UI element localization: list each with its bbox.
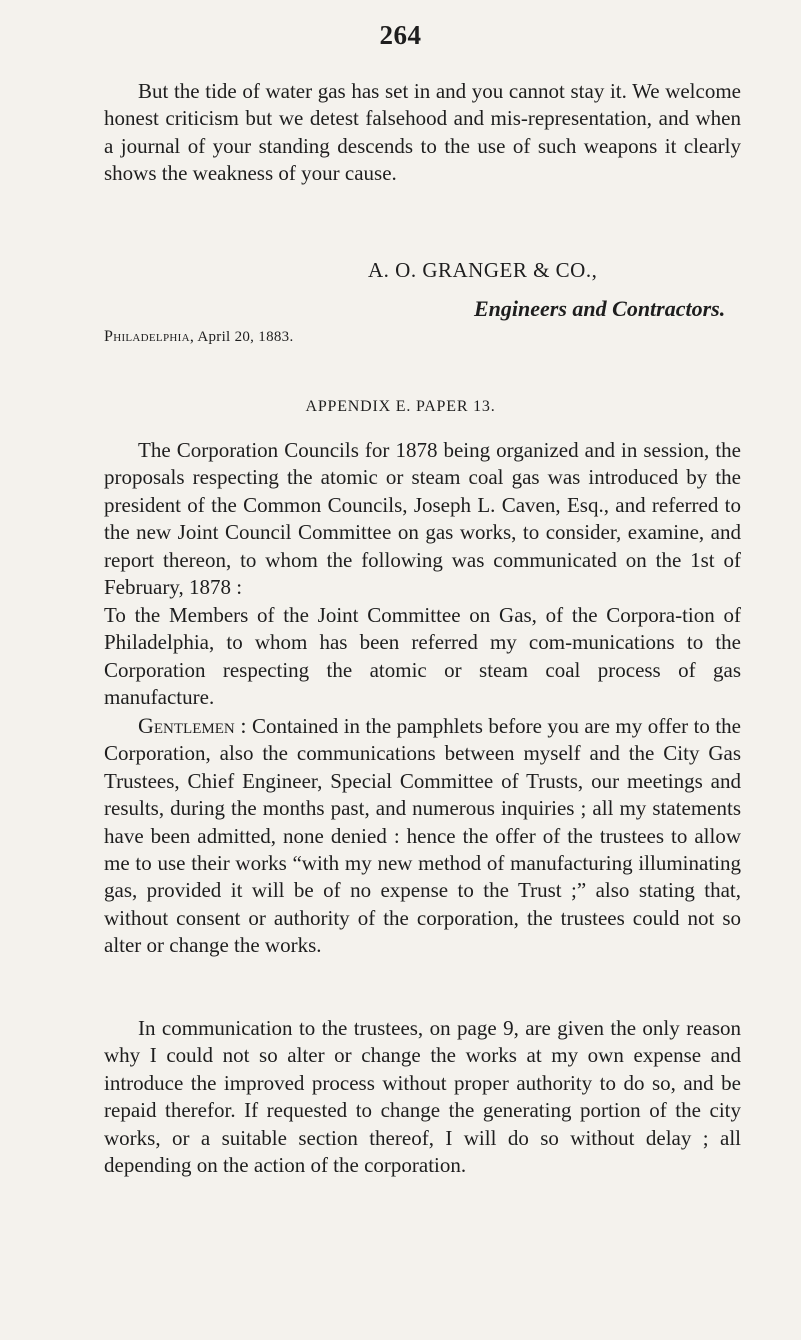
appendix-intro-paragraph: The Corporation Councils for 1878 being organized and in session, the proposals respecting the atomic or steam coal gas was introduced by the president of the Common Councils, Joseph L. Caven, Esq., and referred to the new Joint Council Committee on gas works, to consider, examine, and report thereon, to whom the following was communicated on the 1st of February, 1878 :: [104, 438, 741, 600]
letter-salutation: Gentlemen :: [138, 713, 247, 738]
signature-place-date: [104, 328, 294, 346]
signature-role: Engineers and Contractors.: [474, 296, 726, 321]
appendix-heading: APPENDIX E. PAPER 13.: [305, 398, 496, 415]
letter-paragraph-1: [104, 712, 741, 960]
letter-paragraph-2: In communication to the trustees, on page 9, are given the only reason why I could not so alter or change the works at my own expense and introduce the improved process without proper authority to do so, and be repaid therefor. If requested to change the generating portion of the city works, or a suitable section thereof, I will do so without delay ; all depending on the action of the corporation.: [104, 1016, 741, 1178]
signature-place: Philadelphia,: [104, 328, 195, 345]
signature-date: April 20, 1883.: [197, 329, 294, 345]
letter-paragraph-1-text: Contained in the pamphlets before you are my offer to the Corporation, also the communications between myself and the City Gas Trustees, Chief Engineer, Special Committee of Trusts, our meetings and results, during the months past, and numerous inquiries ; all my statements have been admitted, none denied : hence the offer of the trustees to allow me to use their works “with my new method of manufacturing illuminating gas, provided it will be of no expense to the Trust ;” also stating that, without consent or authority of the corporation, the trustees could not so alter or change the works.: [104, 714, 742, 958]
page-number: 264: [379, 20, 422, 50]
letter-closing-paragraph: But the tide of water gas has set in and you cannot stay it. We welcome honest criticism but we detest falsehood and mis-representation, and when a journal of your standing descends to the use of such weapons it clearly shows the weakness of your cause.: [104, 79, 741, 186]
letter-address: To the Members of the Joint Committee on Gas, of the Corpora-tion of Philadelphia, to whom has been referred my com-munications to the Corporation respecting the atomic or steam coal process of gas manufacture.: [104, 603, 741, 710]
signature-name: A. O. GRANGER & CO.,: [368, 258, 598, 282]
